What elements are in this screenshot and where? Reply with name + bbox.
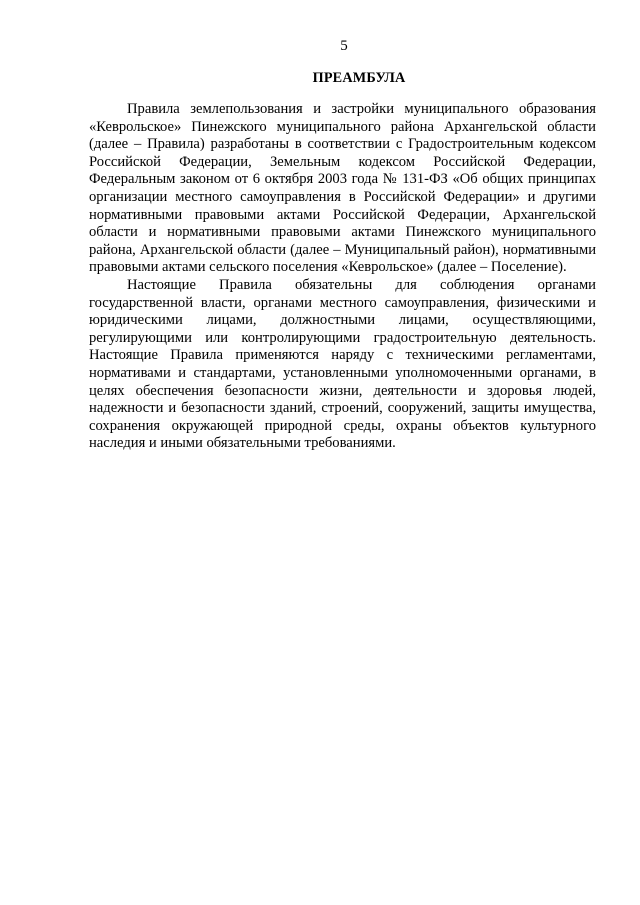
section-heading: ПРЕАМБУЛА (312, 70, 406, 86)
body-text (89, 101, 596, 453)
paragraph-1: Правила землепользования и застройки муниципального образования «Кеврольское» Пинежского муниципального района Архангельской области (далее – Правила) разработаны в соответствии с Градостроительным кодексом Российской Федерации, Земельным кодексом Российской Федерации, Федеральным законом от 6 октября 2003 года № 131-ФЗ «Об общих принципах организации местного самоуправления в Российской Федерации» и другими нормативными правовыми актами Российской Федерации, Архангельской области и нормативными правовыми актами Пинежского муниципального района, Архангельской области (далее – Муниципальный район), нормативными правовыми актами сельского поселения «Кеврольское» (далее – Поселение). (89, 101, 596, 276)
paragraph-2: Настоящие Правила обязательны для соблюдения органами государственной власти, органами местного самоуправления, физическими и юридическими лицами, должностными лицами, осуществляющими, регулирующими или контролирующими градостроительную деятельность. Настоящие Правила применяются наряду с техническими регламентами, нормативами и стандартами, установленными уполномоченными органами, в целях обеспечения безопасности жизни, деятельности и здоровья людей, надежности и безопасности зданий, строений, сооружений, защиты имущества, сохранения окружающей природной среды, охраны объектов культурного наследия и иными обязательными требованиями. (89, 276, 596, 452)
page-number: 5 (340, 38, 348, 54)
